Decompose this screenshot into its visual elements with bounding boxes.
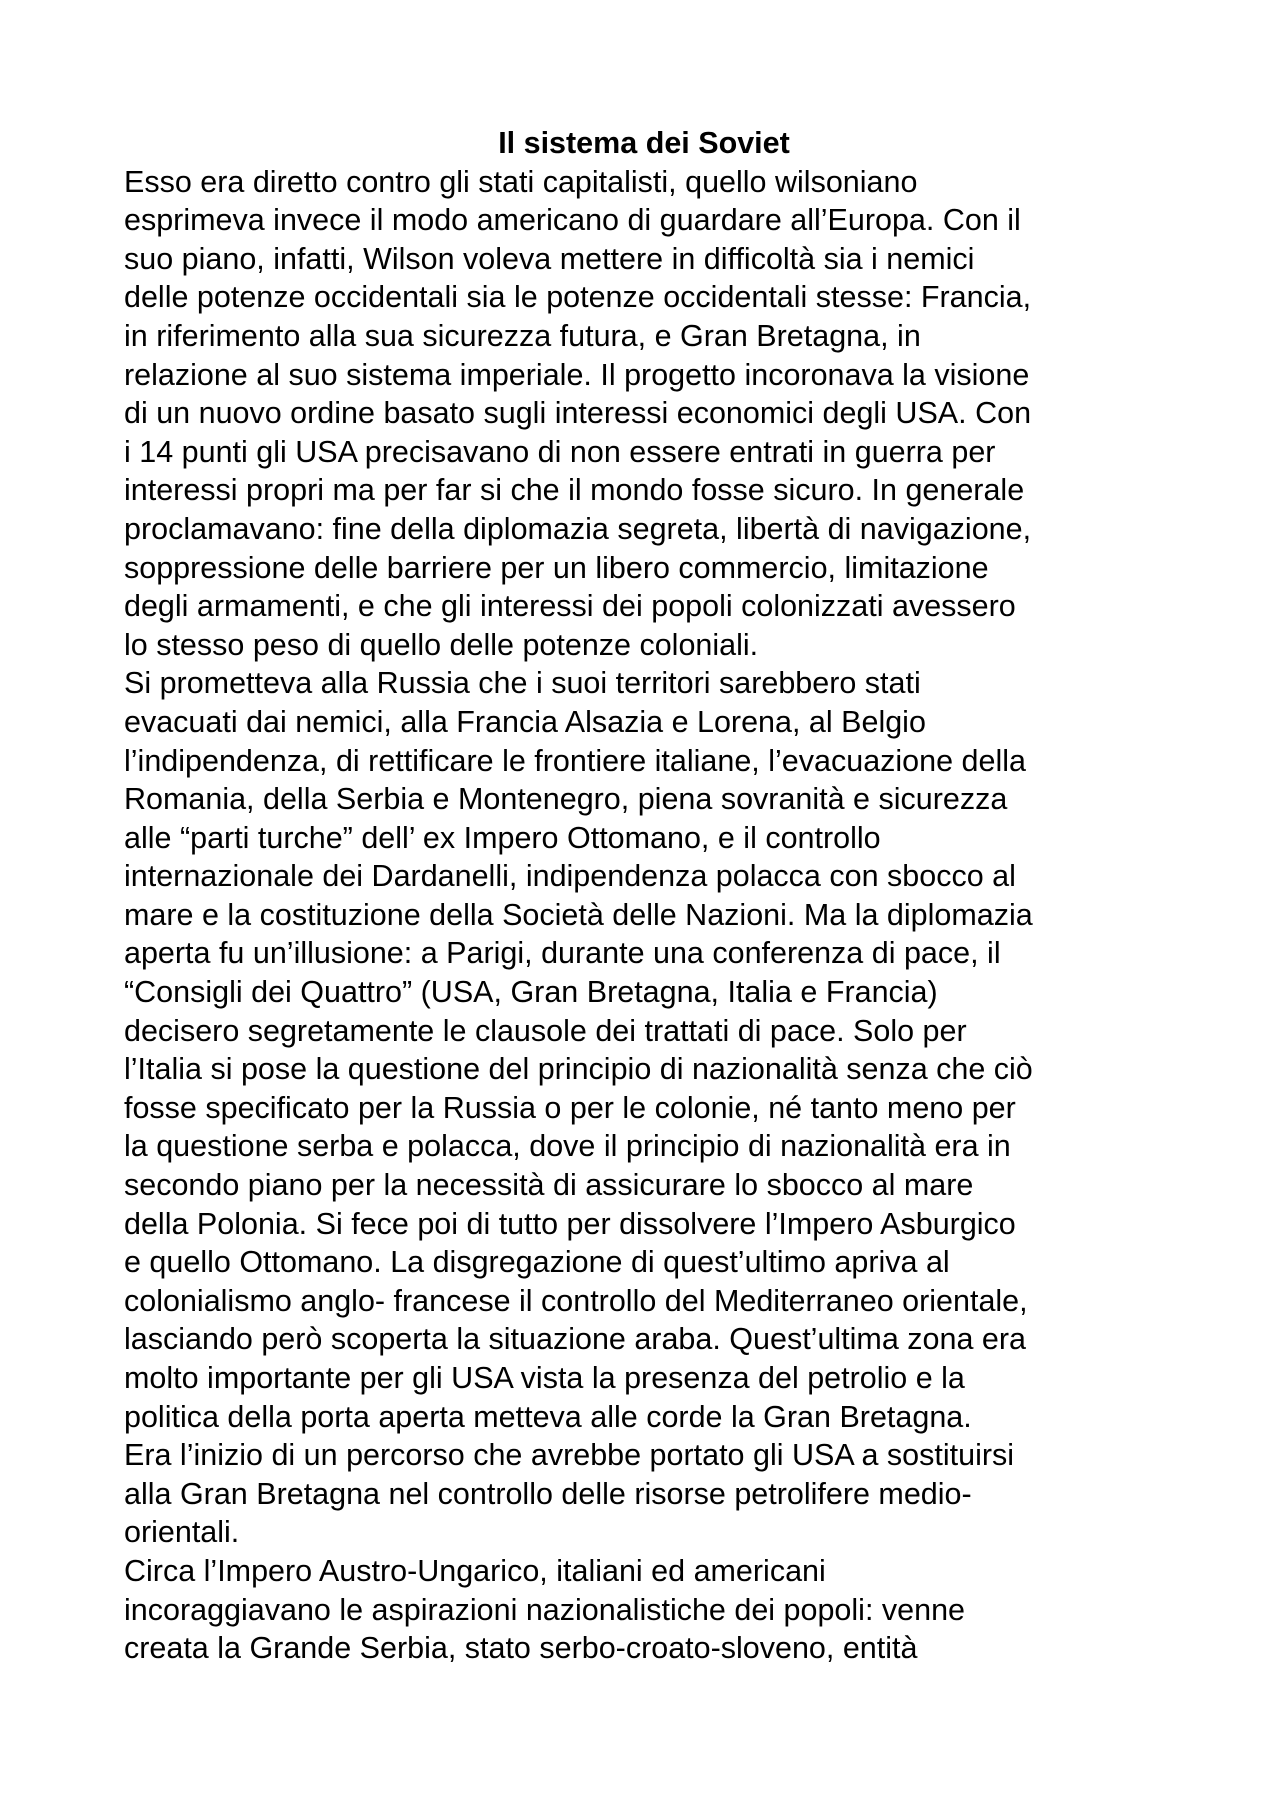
document-page: [124, 124, 1184, 1668]
text-line: orientali.: [124, 1515, 240, 1550]
text-line: alle “parti turche” dell’ ex Impero Ottomano, e il controllo: [124, 820, 881, 855]
text-line: degli armamenti, e che gli interessi dei popoli colonizzati avessero: [124, 589, 1016, 624]
text-line: politica della porta aperta metteva alle corde la Gran Bretagna.: [124, 1399, 972, 1434]
text-line: delle potenze occidentali sia le potenze occidentali stesse: Francia,: [124, 280, 1032, 315]
text-line: relazione al suo sistema imperiale. Il progetto incoronava la visione: [124, 357, 1030, 392]
text-line: soppressione delle barriere per un libero commercio, limitazione: [124, 550, 989, 585]
text-line: la questione serba e polacca, dove il principio di nazionalità era in: [124, 1129, 1011, 1164]
text-line: Era l’inizio di un percorso che avrebbe portato gli USA a sostituirsi: [124, 1438, 1015, 1473]
text-line: Si prometteva alla Russia che i suoi territori sarebbero stati: [124, 666, 921, 701]
text-line: decisero segretamente le clausole dei trattati di pace. Solo per: [124, 1013, 967, 1048]
text-line: lo stesso peso di quello delle potenze coloniali.: [124, 627, 759, 662]
text-line: di un nuovo ordine basato sugli interessi economici degli USA. Con: [124, 396, 1032, 431]
text-line: e quello Ottomano. La disgregazione di quest’ultimo apriva al: [124, 1245, 950, 1280]
document-body: [124, 163, 1184, 1668]
text-line: proclamavano: fine della diplomazia segreta, libertà di navigazione,: [124, 511, 1032, 546]
text-line: mare e la costituzione della Società delle Nazioni. Ma la diplomazia: [124, 897, 1033, 932]
text-line: suo piano, infatti, Wilson voleva mettere in difficoltà sia i nemici: [124, 241, 975, 276]
text-line: i 14 punti gli USA precisavano di non essere entrati in guerra per: [124, 434, 996, 469]
text-line: l’Italia si pose la questione del principio di nazionalità senza che ciò: [124, 1052, 1033, 1087]
text-line: internazionale dei Dardanelli, indipendenza polacca con sbocco al: [124, 859, 1016, 894]
text-line: colonialismo anglo- francese il controllo del Mediterraneo orientale,: [124, 1283, 1028, 1318]
text-line: in riferimento alla sua sicurezza futura, e Gran Bretagna, in: [124, 318, 921, 353]
text-line: creata la Grande Serbia, stato serbo-croato-sloveno, entità: [124, 1631, 918, 1666]
text-line: fosse specificato per la Russia o per le colonie, né tanto meno per: [124, 1090, 1016, 1125]
text-line: Esso era diretto contro gli stati capitalisti, quello wilsoniano: [124, 164, 918, 199]
text-line: “Consigli dei Quattro” (USA, Gran Bretagna, Italia e Francia): [124, 975, 938, 1010]
text-line: l’indipendenza, di rettificare le frontiere italiane, l’evacuazione della: [124, 743, 1026, 778]
text-line: interessi propri ma per far si che il mondo fosse sicuro. In generale: [124, 473, 1025, 508]
text-line: evacuati dai nemici, alla Francia Alsazia e Lorena, al Belgio: [124, 704, 926, 739]
text-line: Romania, della Serbia e Montenegro, piena sovranità e sicurezza: [124, 782, 1008, 817]
text-line: secondo piano per la necessità di assicurare lo sbocco al mare: [124, 1168, 974, 1203]
text-line: esprimeva invece il modo americano di guardare all’Europa. Con il: [124, 203, 1021, 238]
text-line: Circa l’Impero Austro-Ungarico, italiani ed americani: [124, 1553, 826, 1588]
text-line: della Polonia. Si fece poi di tutto per dissolvere l’Impero Asburgico: [124, 1206, 1016, 1241]
text-line: aperta fu un’illusione: a Parigi, durante una conferenza di pace, il: [124, 936, 1001, 971]
text-line: alla Gran Bretagna nel controllo delle risorse petrolifere medio-: [124, 1476, 972, 1511]
document-title: Il sistema dei Soviet: [498, 126, 790, 160]
text-line: molto importante per gli USA vista la presenza del petrolio e la: [124, 1361, 965, 1395]
text-line: lasciando però scoperta la situazione araba. Quest’ultima zona era: [124, 1322, 1026, 1357]
text-line: incoraggiavano le aspirazioni nazionalistiche dei popoli: venne: [124, 1592, 965, 1627]
